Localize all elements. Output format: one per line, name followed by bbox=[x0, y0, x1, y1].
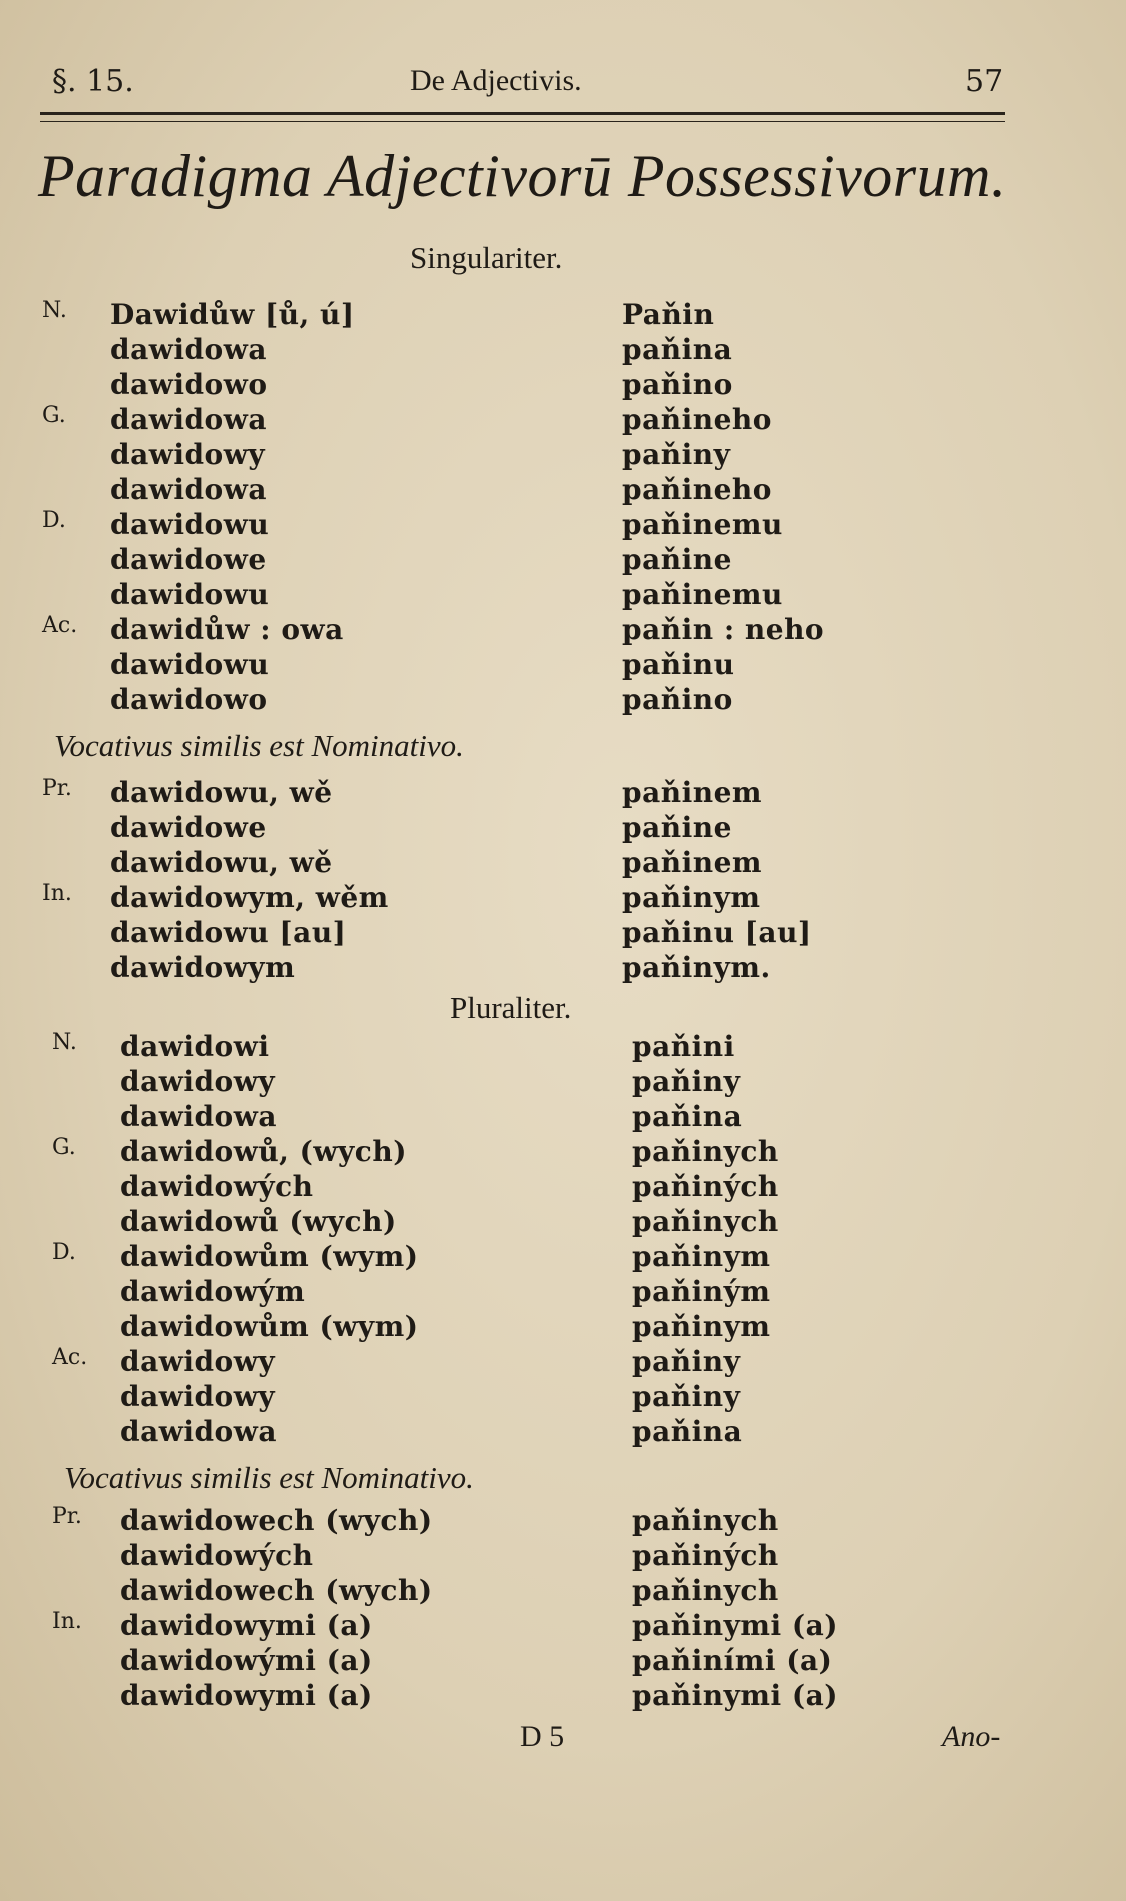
declension-row bbox=[52, 1275, 1052, 1311]
form-dawid: dawidowym bbox=[110, 951, 296, 984]
form-dawid: dawidowu bbox=[110, 648, 270, 681]
form-panin: paňiny bbox=[632, 1380, 741, 1413]
form-dawid: dawidowými (a) bbox=[120, 1644, 373, 1677]
case-label: D. bbox=[52, 1240, 76, 1265]
form-panin: paňinymi (a) bbox=[632, 1679, 838, 1712]
form-panin: paňinych bbox=[632, 1574, 779, 1607]
form-dawid: dawidowu bbox=[110, 508, 270, 541]
singular-label: Singulariter. bbox=[410, 240, 563, 275]
plural-label: Pluraliter. bbox=[450, 990, 572, 1025]
form-panin: paňin : neho bbox=[622, 613, 825, 646]
form-panin: paňina bbox=[632, 1100, 743, 1133]
page-title: Paradigma Adjectivorū Possessivorum. bbox=[38, 143, 1007, 209]
form-dawid: dawidowa bbox=[110, 473, 267, 506]
plural-vocative-note: Vocativus similis est Nominativo. bbox=[64, 1460, 474, 1495]
declension-row bbox=[42, 333, 1042, 369]
form-dawid: dawidowým bbox=[120, 1275, 306, 1308]
declension-row bbox=[42, 776, 1042, 812]
form-dawid: dawidůw : owa bbox=[110, 613, 344, 646]
form-dawid: dawidowy bbox=[120, 1380, 276, 1413]
case-label: G. bbox=[52, 1135, 76, 1160]
form-dawid: dawidowa bbox=[120, 1415, 277, 1448]
running-head: De Adjectivis. bbox=[410, 64, 582, 97]
signature-mark: D 5 bbox=[520, 1720, 565, 1753]
form-dawid: dawidowům (wym) bbox=[120, 1240, 419, 1273]
declension-row bbox=[42, 368, 1042, 404]
declension-row bbox=[42, 683, 1042, 719]
form-panin: paňinym. bbox=[622, 951, 771, 984]
case-label: Pr. bbox=[52, 1504, 82, 1529]
form-dawid: dawidowech (wych) bbox=[120, 1504, 433, 1537]
form-panin: paňina bbox=[632, 1415, 743, 1448]
form-dawid: dawidowu bbox=[110, 578, 270, 611]
form-dawid: dawidowymi (a) bbox=[120, 1679, 373, 1712]
declension-row bbox=[52, 1539, 1052, 1575]
form-panin: paňinym bbox=[632, 1310, 771, 1343]
declension-row bbox=[52, 1345, 1052, 1381]
form-dawid: dawidowi bbox=[120, 1030, 270, 1063]
case-label: Ac. bbox=[52, 1345, 88, 1370]
form-panin: paňineho bbox=[622, 403, 772, 436]
form-panin: paňiními (a) bbox=[632, 1644, 833, 1677]
form-dawid: dawidowu [au] bbox=[110, 916, 347, 949]
form-dawid: dawidowymi (a) bbox=[120, 1609, 373, 1642]
form-panin: paňine bbox=[622, 543, 732, 576]
page-number: 57 bbox=[965, 64, 1004, 99]
declension-row bbox=[52, 1415, 1052, 1451]
declension-row bbox=[52, 1644, 1052, 1680]
declension-row bbox=[42, 951, 1042, 987]
form-dawid: dawidowa bbox=[110, 333, 267, 366]
case-label: In. bbox=[42, 881, 72, 906]
declension-row bbox=[52, 1135, 1052, 1171]
form-dawid: dawidowy bbox=[120, 1065, 276, 1098]
declension-row bbox=[52, 1240, 1052, 1276]
form-dawid: dawidowym, wěm bbox=[110, 881, 389, 914]
declension-row bbox=[52, 1310, 1052, 1346]
declension-row bbox=[42, 543, 1042, 579]
declension-row bbox=[52, 1504, 1052, 1540]
form-panin: paňine bbox=[622, 811, 732, 844]
form-dawid: Dawidůw [ů, ú] bbox=[110, 298, 355, 331]
form-panin: paňiným bbox=[632, 1275, 771, 1308]
form-panin: paňinemu bbox=[622, 578, 783, 611]
form-panin: paňino bbox=[622, 368, 733, 401]
form-dawid: dawidowa bbox=[120, 1100, 277, 1133]
case-label: Ac. bbox=[42, 613, 78, 638]
form-dawid: dawidowe bbox=[110, 543, 267, 576]
form-dawid: dawidowých bbox=[120, 1170, 314, 1203]
section-number: §. 15. bbox=[52, 64, 134, 99]
declension-row bbox=[52, 1205, 1052, 1241]
form-panin: paňinych bbox=[632, 1205, 779, 1238]
form-dawid: dawidowo bbox=[110, 683, 268, 716]
declension-row bbox=[42, 298, 1042, 334]
form-panin: paňinem bbox=[622, 846, 763, 879]
declension-row bbox=[52, 1170, 1052, 1206]
case-label: Pr. bbox=[42, 776, 72, 801]
case-label: N. bbox=[52, 1030, 77, 1055]
declension-row bbox=[42, 811, 1042, 847]
form-panin: paňinu bbox=[622, 648, 735, 681]
declension-row bbox=[42, 438, 1042, 474]
form-panin: paňiny bbox=[632, 1345, 741, 1378]
case-label: In. bbox=[52, 1609, 82, 1634]
case-label: G. bbox=[42, 403, 66, 428]
declension-row bbox=[42, 403, 1042, 439]
declension-row bbox=[52, 1030, 1052, 1066]
declension-row bbox=[52, 1100, 1052, 1136]
form-panin: paňino bbox=[622, 683, 733, 716]
case-label: N. bbox=[42, 298, 67, 323]
form-dawid: dawidowech (wych) bbox=[120, 1574, 433, 1607]
form-panin: paňinemu bbox=[622, 508, 783, 541]
declension-row bbox=[42, 613, 1042, 649]
form-dawid: dawidowů (wych) bbox=[120, 1205, 397, 1238]
form-dawid: dawidowo bbox=[110, 368, 268, 401]
form-panin: Paňin bbox=[622, 298, 715, 331]
declension-row bbox=[42, 648, 1042, 684]
declension-row bbox=[52, 1065, 1052, 1101]
singular-vocative-note: Vocativus similis est Nominativo. bbox=[54, 728, 464, 763]
form-panin: paňinu [au] bbox=[622, 916, 812, 949]
form-panin: paňiných bbox=[632, 1170, 779, 1203]
declension-row bbox=[42, 881, 1042, 917]
form-dawid: dawidowy bbox=[120, 1345, 276, 1378]
form-dawid: dawidowých bbox=[120, 1539, 314, 1572]
form-panin: paňinych bbox=[632, 1135, 779, 1168]
form-panin: paňiných bbox=[632, 1539, 779, 1572]
header-rule bbox=[40, 112, 1005, 122]
form-dawid: dawidowů, (wych) bbox=[120, 1135, 407, 1168]
form-dawid: dawidowu, wě bbox=[110, 846, 333, 879]
declension-row bbox=[42, 508, 1042, 544]
declension-row bbox=[52, 1679, 1052, 1715]
declension-row bbox=[42, 916, 1042, 952]
declension-row bbox=[42, 578, 1042, 614]
form-panin: paňini bbox=[632, 1030, 735, 1063]
form-panin: paňinym bbox=[622, 881, 761, 914]
form-panin: paňiny bbox=[632, 1065, 741, 1098]
declension-row bbox=[42, 473, 1042, 509]
form-panin: paňina bbox=[622, 333, 733, 366]
catchword: Ano- bbox=[942, 1720, 1001, 1753]
form-panin: paňiny bbox=[622, 438, 731, 471]
form-dawid: dawidowa bbox=[110, 403, 267, 436]
form-panin: paňinych bbox=[632, 1504, 779, 1537]
form-dawid: dawidowy bbox=[110, 438, 266, 471]
form-dawid: dawidowům (wym) bbox=[120, 1310, 419, 1343]
form-panin: paňinym bbox=[632, 1240, 771, 1273]
form-dawid: dawidowe bbox=[110, 811, 267, 844]
declension-row bbox=[52, 1380, 1052, 1416]
form-panin: paňineho bbox=[622, 473, 772, 506]
case-label: D. bbox=[42, 508, 66, 533]
declension-row bbox=[52, 1609, 1052, 1645]
form-dawid: dawidowu, wě bbox=[110, 776, 333, 809]
declension-row bbox=[52, 1574, 1052, 1610]
form-panin: paňinem bbox=[622, 776, 763, 809]
declension-row bbox=[42, 846, 1042, 882]
form-panin: paňinymi (a) bbox=[632, 1609, 838, 1642]
